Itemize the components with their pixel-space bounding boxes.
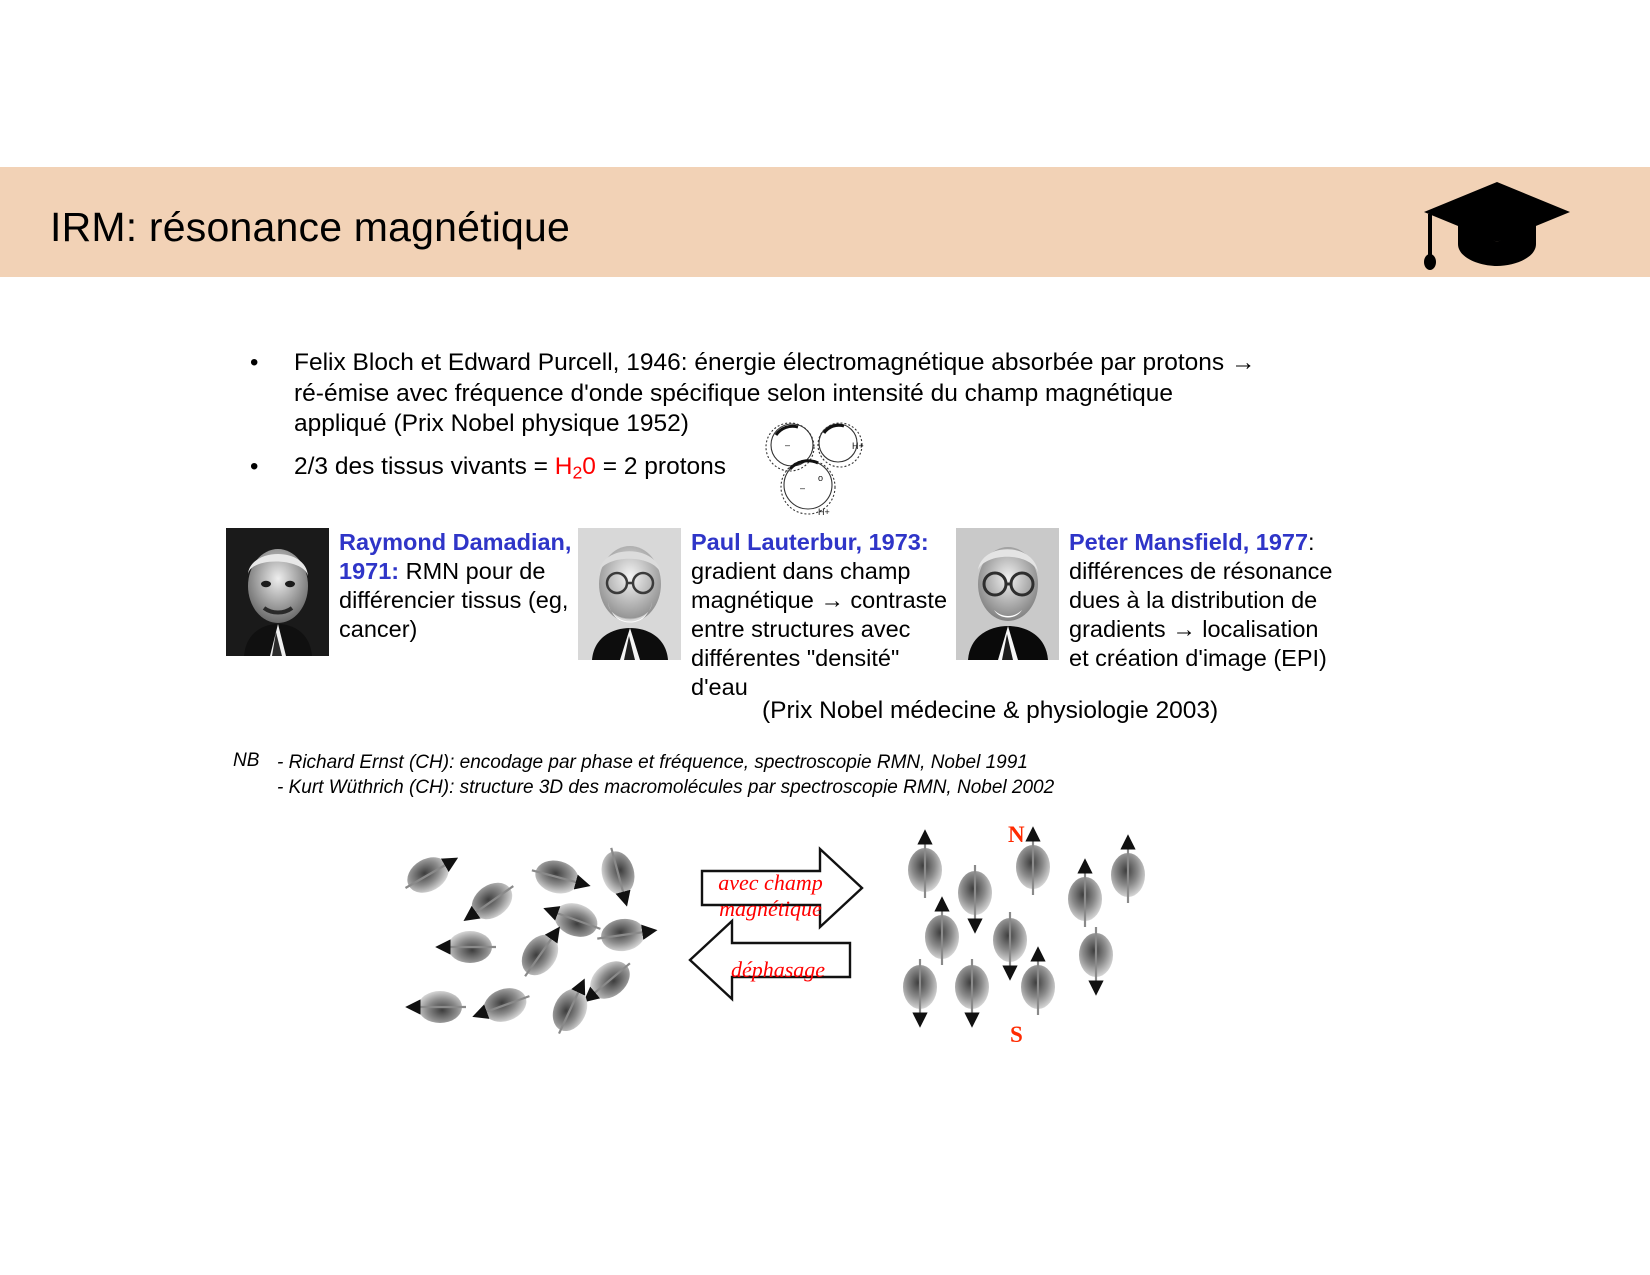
nb-label: NB — [233, 750, 260, 771]
arrow-forward-label-line2: magnétique — [719, 896, 822, 921]
svg-text:–: – — [785, 440, 791, 450]
scientist-block-lauterbur — [578, 528, 956, 702]
nb-line-1: - Richard Ernst (CH): encodage par phase et fréquence, spectroscopie RMN, Nobel 1991 — [277, 752, 1028, 773]
svg-text:H+: H+ — [852, 441, 864, 451]
bullet-text-1-content: Felix Bloch et Edward Purcell, 1946: énergie électromagnétique absorbée par protons → ré-émise avec fréquence d'onde spécifique selon intensité du champ magnétique appliqué (Prix Nobel physique 1952) — [294, 349, 1256, 437]
page-title: IRM: résonance magnétique — [50, 204, 571, 250]
scientist-text-mansfield — [1069, 528, 1336, 673]
formula-h: H — [554, 452, 573, 480]
spin-cluster-random — [397, 844, 650, 1041]
paul-lauterbur-photo — [578, 528, 681, 660]
scientist-block-damadian — [226, 528, 578, 656]
scientist-block-mansfield — [956, 528, 1336, 673]
bullet-2-prefix: 2/3 des tissus vivants = — [294, 452, 555, 480]
north-pole-label: N — [1008, 822, 1025, 847]
peter-mansfield-photo — [956, 528, 1059, 660]
scientist-name-colon: : — [1308, 529, 1315, 555]
scientist-name-damadian: Raymond Damadian, 1971: — [339, 529, 572, 584]
bullet-marker: • — [250, 452, 259, 480]
arrow-forward-label-line1: avec champ — [718, 870, 823, 895]
nobel-prize-note: (Prix Nobel médecine & physiologie 2003) — [762, 697, 1219, 724]
scientist-desc-mansfield: différences de résonance dues à la distribution de gradients → localisation et création d'image (EPI) — [1069, 558, 1333, 671]
formula-o: 0 — [582, 452, 596, 480]
spin-diagram — [380, 815, 1160, 1065]
formula-subscript: 2 — [572, 461, 583, 482]
scientist-desc-damadian: RMN pour de différencier tissus (eg, cancer) — [339, 558, 569, 642]
bullet-text-2 — [294, 452, 726, 488]
arrow-backward-label: déphasage — [730, 957, 826, 982]
bullet-marker: • — [250, 349, 259, 376]
svg-text:o: o — [818, 473, 824, 483]
scientist-text-lauterbur — [691, 528, 956, 702]
arrow-forward-label — [703, 870, 838, 922]
svg-text:H+: H+ — [818, 507, 830, 517]
formula-h2o — [555, 453, 596, 480]
nb-line-2: - Kurt Wüthrich (CH): structure 3D des macromolécules par spectroscopie RMN, Nobel 2002 — [277, 777, 1055, 798]
svg-text:–: – — [800, 483, 806, 493]
scientist-name-mansfield: Peter Mansfield, 1977 — [1069, 529, 1309, 555]
south-pole-label: S — [1010, 1022, 1023, 1047]
scientist-desc-lauterbur: gradient dans champ magnétique → contraste entre structures avec différentes "densité" d'eau — [691, 558, 948, 700]
spin-cluster-aligned — [903, 835, 1145, 1019]
graduation-cap-icon — [1422, 178, 1572, 270]
bullet-2-suffix: = 2 protons — [595, 452, 727, 480]
raymond-damadian-photo — [226, 528, 329, 656]
nb-notes — [277, 750, 1054, 800]
water-molecule-sketch — [748, 415, 878, 520]
scientists-row — [226, 528, 1346, 702]
scientist-name-lauterbur: Paul Lauterbur, 1973: — [691, 529, 929, 555]
scientist-text-damadian — [339, 528, 578, 644]
